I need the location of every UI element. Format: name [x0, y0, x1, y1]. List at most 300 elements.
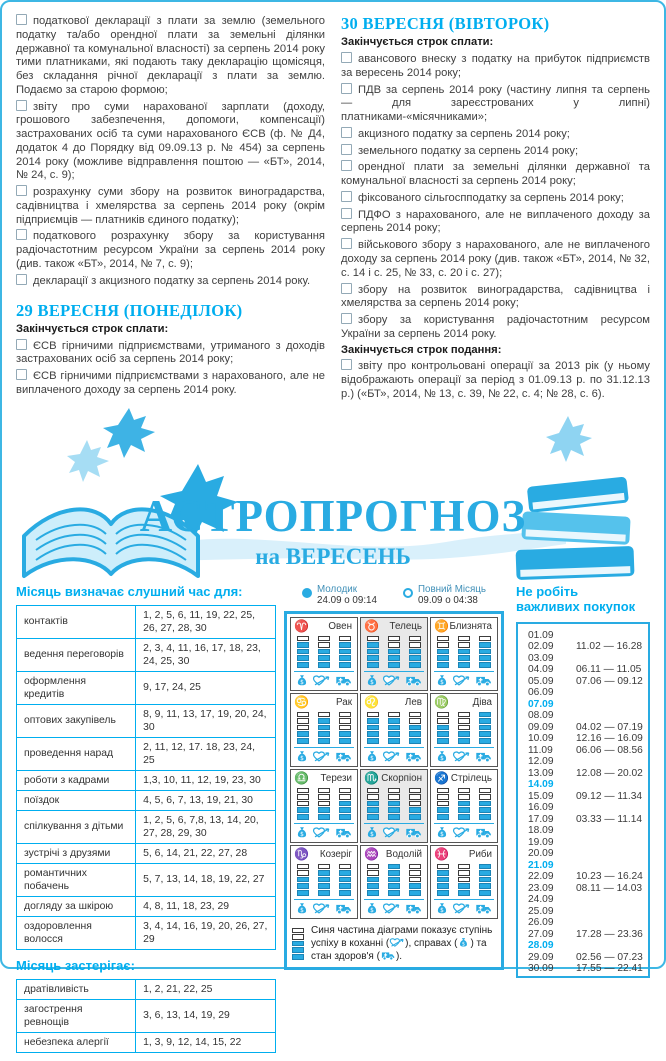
section-title-29: 29 ВЕРЕСНЯ (ПОНЕДІЛОК) — [16, 300, 243, 320]
bar-segment — [437, 801, 449, 807]
table-row — [17, 1032, 276, 1052]
bar-segment — [388, 870, 400, 876]
bar-segment — [297, 712, 309, 718]
table-activity-label: проведення нарад — [17, 737, 136, 770]
purchase-time-range: 17.28 — 23.36 — [576, 928, 643, 940]
bar-segment — [479, 870, 491, 876]
zodiac-sign-name: Скорпіон — [381, 772, 422, 784]
table-row — [17, 810, 276, 843]
zodiac-bar-kokhannia — [458, 864, 470, 896]
zodiac-cell-header — [294, 696, 354, 708]
zodiac-bar-kokhannia — [388, 788, 400, 820]
checklist-item-text: податкової декларації з плати за землю (земельного податку та/або орендної плати за земельні ділянки державної та комунальної власності) за серпень 2014 року тими платниками, які подають таку декларацію щомісяця, без складання річної декларації з плати за землю. Подаємо за старою формою; — [16, 15, 325, 96]
zodiac-bar-kokhannia — [318, 636, 330, 668]
astro-banner — [16, 412, 650, 582]
table-activity-label: роботи з кадрами — [17, 770, 136, 790]
svg-text:$: $ — [300, 831, 305, 838]
bar-segment — [339, 801, 351, 807]
table-activity-label: дратівливість — [17, 979, 136, 999]
bar-segment — [297, 794, 309, 800]
svg-text:$: $ — [370, 679, 375, 686]
zodiac-bars — [294, 784, 354, 823]
bar-segment — [409, 662, 421, 668]
purchase-date: 20.09 — [528, 848, 554, 860]
bar-segment — [367, 890, 379, 896]
bar-segment — [318, 794, 330, 800]
checkbox-icon[interactable] — [341, 238, 352, 249]
zodiac-icons — [294, 747, 354, 764]
gemini-icon: ♊ — [434, 619, 449, 634]
checklist-item — [341, 208, 650, 237]
checkbox-icon[interactable] — [341, 283, 352, 294]
zodiac-cell — [430, 845, 498, 919]
purchase-row — [528, 952, 644, 964]
table-activity-label: оформлення кредитів — [17, 671, 136, 704]
bar-segment — [367, 814, 379, 820]
heart-arrow-icon — [451, 750, 472, 763]
purchase-date: 14.09 — [528, 779, 554, 791]
bar-segment — [388, 642, 400, 648]
svg-text:$: $ — [300, 755, 305, 762]
bar-segment — [318, 642, 330, 648]
bar-segment — [297, 655, 309, 661]
scorpio-icon: ♏ — [364, 771, 379, 786]
bar-segment — [339, 662, 351, 668]
full-moon-icon — [403, 588, 413, 598]
checkbox-icon[interactable] — [341, 160, 352, 171]
table-row — [17, 896, 276, 916]
zodiac-bars — [364, 860, 424, 899]
zodiac-bar-spravy — [437, 788, 449, 820]
purchase-row — [528, 630, 644, 642]
zodiac-bars — [434, 708, 494, 747]
ambulance-icon — [403, 902, 424, 915]
table-row — [17, 843, 276, 863]
warning-title: Місяць застерігає: — [16, 957, 135, 973]
bar-segment — [339, 890, 351, 896]
bar-segment — [367, 807, 379, 813]
table-row — [17, 605, 276, 638]
checkbox-icon[interactable] — [16, 185, 27, 196]
money-bag-icon — [434, 750, 450, 763]
new-moon-legend — [302, 584, 377, 607]
bar-segment — [297, 877, 309, 883]
bar-segment — [318, 655, 330, 661]
table-row — [17, 638, 276, 671]
bar-segment — [479, 788, 491, 794]
purchase-time-range: 07.06 — 09.12 — [576, 675, 643, 687]
tax-right-column — [341, 14, 650, 404]
bar-segment — [388, 864, 400, 870]
zodiac-cell-header — [434, 620, 494, 632]
checklist-item-text: орендної плати за земельні ділянки державної та комунальної власності за серпень 2014 року; — [341, 161, 650, 188]
zodiac-icons — [434, 899, 494, 916]
purchase-date: 18.09 — [528, 825, 554, 837]
aquarius-icon: ♒ — [364, 847, 379, 862]
purchase-date: 28.09 — [528, 940, 554, 952]
checkbox-icon[interactable] — [341, 313, 352, 324]
bar-segment — [339, 877, 351, 883]
purchase-row — [528, 779, 644, 791]
table-activity-label: романтичних побачень — [17, 863, 136, 896]
checklist-item-text: ПДВ за серпень 2014 року (частину липня та серпень — для зареєстрованих у липні) платниками-«місячниками»; — [341, 83, 650, 124]
ambulance-icon — [333, 902, 354, 915]
zodiac-bar-spravy — [367, 788, 379, 820]
bar-segment — [318, 725, 330, 731]
svg-text:$: $ — [440, 679, 445, 686]
purchase-row — [528, 837, 644, 849]
checkbox-icon[interactable] — [341, 127, 352, 138]
zodiac-bar-kokhannia — [318, 788, 330, 820]
heart-arrow-icon — [381, 674, 402, 687]
purchase-row — [528, 722, 644, 734]
bar-segment — [318, 883, 330, 889]
checkbox-icon[interactable] — [341, 52, 352, 63]
purchase-row — [528, 710, 644, 722]
zodiac-box — [284, 611, 504, 970]
table-activity-label: поїздок — [17, 790, 136, 810]
table-row — [17, 671, 276, 704]
bar-segment — [409, 636, 421, 642]
table-days-value: 1, 2, 5, 6, 7,8, 13, 14, 20, 27, 28, 29, 30 — [136, 810, 276, 843]
table-days-value: 1, 3, 9, 12, 14, 15, 22 — [136, 1032, 276, 1052]
bar-segment — [458, 718, 470, 724]
checkbox-icon[interactable] — [341, 208, 352, 219]
ambulance-icon — [333, 674, 354, 687]
zodiac-icons — [364, 747, 424, 764]
zodiac-bar-zdorovia — [339, 712, 351, 744]
bar-segment — [339, 788, 351, 794]
money-bag-icon — [294, 826, 310, 839]
zodiac-icons — [294, 899, 354, 916]
zodiac-bars — [294, 860, 354, 899]
zodiac-sign-name: Терези — [320, 772, 352, 784]
bar-segment — [297, 662, 309, 668]
svg-text:$: $ — [370, 755, 375, 762]
bar-segment — [339, 794, 351, 800]
bar-segment — [409, 864, 421, 870]
purchase-date: 23.09 — [528, 882, 554, 894]
purchase-time-range: 09.12 — 11.34 — [576, 790, 643, 802]
bar-segment — [479, 718, 491, 724]
zodiac-bar-kokhannia — [388, 712, 400, 744]
bar-segment — [318, 731, 330, 737]
sagittarius-icon: ♐ — [434, 771, 449, 786]
checkbox-icon[interactable] — [16, 229, 27, 240]
checklist-item-text: земельного податку за серпень 2014 року; — [358, 144, 579, 157]
purchase-date: 04.09 — [528, 664, 554, 676]
bar-segment — [367, 801, 379, 807]
bar-segment — [367, 725, 379, 731]
zodiac-cell — [290, 845, 358, 919]
full-moon-legend — [403, 584, 486, 607]
purchase-time-range: 03.33 — 11.14 — [576, 813, 643, 825]
bar-segment — [437, 814, 449, 820]
table-row — [17, 770, 276, 790]
purchase-date: 25.09 — [528, 905, 554, 917]
checklist-item-text: авансового внеску з податку на прибуток підприємств за вересень 2014 року; — [341, 53, 650, 79]
bar-segment — [339, 655, 351, 661]
purchases-title: Не робіть важливих покупок — [516, 583, 636, 614]
checklist-item — [341, 52, 650, 81]
bar-segment — [437, 725, 449, 731]
zodiac-cell — [360, 617, 428, 691]
checkbox-icon[interactable] — [341, 359, 352, 370]
bar-segment — [297, 801, 309, 807]
bar-segment — [409, 725, 421, 731]
bar-segment — [479, 801, 491, 807]
bar-segment — [297, 890, 309, 896]
svg-text:$: $ — [462, 941, 466, 948]
bar-segment — [367, 718, 379, 724]
checklist-item-text: військового збору з нарахованого, але не виплаченого доходу за серпень 2014 року (див. також «БТ», 2014, № 32, с. 14 і с. 25, № 33, с. 20 і с. 27); — [341, 239, 650, 279]
ambulance-icon — [473, 750, 494, 763]
zodiac-bar-spravy — [367, 636, 379, 668]
table-days-value: 3, 4, 14, 16, 19, 20, 26, 27, 29 — [136, 916, 276, 949]
bar-segment — [479, 655, 491, 661]
checkbox-icon[interactable] — [16, 369, 27, 380]
purchase-row — [528, 929, 644, 941]
purchase-date: 27.09 — [528, 928, 554, 940]
bar-segment — [479, 662, 491, 668]
heart-arrow-icon — [451, 674, 472, 687]
bar-segment — [437, 807, 449, 813]
bar-segment — [409, 712, 421, 718]
bar-segment — [409, 642, 421, 648]
money-bag-icon — [294, 902, 310, 915]
zodiac-column — [284, 584, 504, 1061]
checklist-item-text: звіту про контрольовані операції за 2013 рік (у ньому відображають операції за період з 01.09.13 р. по 31.12.13 р.) («БТ», 2014, № 13, с. 39, № 22, с. 4; № 28, с. 6). — [341, 360, 650, 400]
checklist-item — [16, 339, 325, 368]
cancer-icon: ♋ — [294, 695, 309, 710]
zodiac-cell — [290, 693, 358, 767]
new-moon-icon — [302, 588, 312, 598]
bar-segment — [367, 794, 379, 800]
bar-segment — [458, 890, 470, 896]
bar-segment — [367, 731, 379, 737]
table-days-value: 2, 3, 4, 11, 16, 17, 18, 23, 24, 25, 30 — [136, 638, 276, 671]
legend-bar-icon — [292, 928, 304, 960]
bar-segment — [458, 636, 470, 642]
bar-segment — [297, 883, 309, 889]
purchase-row — [528, 641, 644, 653]
capricorn-icon: ♑ — [294, 847, 309, 862]
zodiac-bar-kokhannia — [318, 864, 330, 896]
bar-segment — [409, 801, 421, 807]
bar-segment — [388, 662, 400, 668]
bar-segment — [458, 814, 470, 820]
zodiac-bar-spravy — [297, 712, 309, 744]
bar-segment — [458, 807, 470, 813]
bar-segment — [318, 788, 330, 794]
legend-heart-slot — [389, 938, 405, 949]
bar-segment — [458, 794, 470, 800]
zodiac-icons — [364, 671, 424, 688]
heart-arrow-icon — [389, 937, 405, 948]
checkbox-icon[interactable] — [341, 83, 352, 94]
zodiac-cell-header — [434, 696, 494, 708]
full-moon-datetime: 09.09 о 04:38 — [417, 594, 478, 606]
checklist-item-text: збору за користування радіочастотним ресурсом України за серпень 2014 року. — [341, 314, 650, 340]
table-days-value: 3, 6, 13, 14, 19, 29 — [136, 999, 276, 1032]
table-row — [17, 916, 276, 949]
bar-segment — [437, 662, 449, 668]
zodiac-cell — [430, 769, 498, 843]
bar-segment — [367, 649, 379, 655]
deadline-label-30-pay: Закінчується строк сплати: — [341, 36, 494, 49]
purchase-date: 07.09 — [528, 698, 554, 710]
bar-segment — [409, 870, 421, 876]
section-title-30: 30 ВЕРЕСНЯ (ВІВТОРОК) — [341, 14, 550, 33]
bar-segment — [367, 738, 379, 744]
table-activity-label: оптових закупівель — [17, 704, 136, 737]
moon-legend — [284, 584, 504, 607]
purchase-row — [528, 687, 644, 699]
bar-segment — [297, 649, 309, 655]
bar-segment — [458, 642, 470, 648]
bar-segment — [318, 807, 330, 813]
bar-segment — [388, 807, 400, 813]
bar-segment — [479, 807, 491, 813]
bar-segment — [458, 712, 470, 718]
bar-segment — [318, 877, 330, 883]
banner-title: АСТРОПРОГНОЗ — [139, 490, 527, 541]
bar-segment — [479, 731, 491, 737]
bar-segment — [388, 649, 400, 655]
purchase-date: 19.09 — [528, 836, 554, 848]
bar-segment — [458, 883, 470, 889]
money-bag-icon — [294, 750, 310, 763]
bar-segment — [479, 877, 491, 883]
table-row — [17, 704, 276, 737]
pisces-icon: ♓ — [434, 847, 449, 862]
checkbox-icon[interactable] — [341, 144, 352, 155]
bar-segment — [437, 712, 449, 718]
purchase-time-range: 10.23 — 16.24 — [576, 871, 643, 883]
bar-segment — [437, 788, 449, 794]
bar-segment — [388, 883, 400, 889]
zodiac-bar-zdorovia — [339, 864, 351, 896]
bar-segment — [318, 718, 330, 724]
purchase-date: 12.09 — [528, 756, 554, 768]
purchase-date: 15.09 — [528, 790, 554, 802]
money-bag-icon — [364, 750, 380, 763]
bar-segment — [479, 725, 491, 731]
heart-arrow-icon — [311, 826, 332, 839]
purchase-date: 13.09 — [528, 767, 554, 779]
purchase-date: 02.09 — [528, 641, 554, 653]
table-row — [17, 979, 276, 999]
zodiac-bar-kokhannia — [388, 864, 400, 896]
zodiac-bar-zdorovia — [339, 636, 351, 668]
purchase-row — [528, 653, 644, 665]
checklist-item-text: збору на розвиток виноградарства, садівництва і хмелярства за серпень 2014 року; — [341, 283, 650, 310]
heart-arrow-icon — [451, 902, 472, 915]
bar-segment — [388, 655, 400, 661]
bar-segment — [367, 788, 379, 794]
checklist-item — [341, 283, 650, 312]
zodiac-bar-zdorovia — [479, 712, 491, 744]
purchase-date: 03.09 — [528, 652, 554, 664]
purchase-date: 11.09 — [528, 744, 553, 756]
bar-segment — [297, 814, 309, 820]
zodiac-sign-name: Діва — [472, 696, 492, 708]
bar-segment — [339, 636, 351, 642]
svg-text:$: $ — [440, 831, 445, 838]
bar-segment — [339, 731, 351, 737]
bar-segment — [437, 642, 449, 648]
bar-segment — [339, 883, 351, 889]
purchase-row — [528, 756, 644, 768]
bar-segment — [409, 731, 421, 737]
heart-arrow-icon — [451, 826, 472, 839]
money-bag-icon — [364, 674, 380, 687]
new-moon-label: Молодик — [317, 583, 358, 595]
bar-segment — [479, 890, 491, 896]
checklist-item-text: ЄСВ гірничими підприємствами з нарахованого, але не виплаченого доходу за серпень 2014 року. — [16, 370, 325, 396]
zodiac-cell — [430, 617, 498, 691]
zodiac-bar-kokhannia — [318, 712, 330, 744]
bar-segment — [458, 649, 470, 655]
bar-segment — [318, 801, 330, 807]
checkbox-icon[interactable] — [16, 14, 27, 25]
checkbox-icon[interactable] — [16, 339, 27, 350]
zodiac-bar-legend — [290, 919, 498, 964]
checkbox-icon[interactable] — [341, 191, 352, 202]
checklist-item — [341, 127, 650, 142]
svg-text:$: $ — [300, 679, 305, 686]
zodiac-cell — [360, 693, 428, 767]
money-bag-icon — [434, 674, 450, 687]
zodiac-sign-name: Овен — [328, 620, 352, 632]
purchase-time-range: 02.56 — 07.23 — [576, 951, 643, 963]
purchase-row — [528, 814, 644, 826]
table-days-value: 2, 11, 12, 17. 18, 23, 24, 25 — [136, 737, 276, 770]
tax-29-items — [16, 339, 325, 398]
purchase-date: 24.09 — [528, 894, 554, 906]
purchase-row — [528, 940, 644, 952]
bar-segment — [388, 712, 400, 718]
purchase-row — [528, 676, 644, 688]
bar-segment — [339, 642, 351, 648]
bar-segment — [409, 883, 421, 889]
heart-arrow-icon — [311, 674, 332, 687]
checkbox-icon[interactable] — [16, 274, 27, 285]
bar-segment — [388, 801, 400, 807]
legend-ambulance-slot — [380, 951, 396, 962]
zodiac-icons — [434, 823, 494, 840]
checklist-item — [341, 191, 650, 206]
zodiac-sign-name: Лев — [404, 696, 422, 708]
bar-segment — [297, 642, 309, 648]
zodiac-cell — [360, 769, 428, 843]
bar-segment — [339, 718, 351, 724]
bar-segment — [388, 725, 400, 731]
zodiac-sign-name: Рак — [336, 696, 352, 708]
checklist-item-text: розрахунку суми збору на розвиток виноградарства, садівництва і хмелярства за серпень 2014 року (окрім підприємців — платників єдиного податку); — [16, 186, 325, 226]
purchase-row — [528, 791, 644, 803]
bar-segment — [437, 883, 449, 889]
warning-table — [16, 979, 276, 1053]
zodiac-bar-zdorovia — [479, 864, 491, 896]
heart-arrow-icon — [311, 750, 332, 763]
bar-segment — [479, 738, 491, 744]
bar-segment — [479, 649, 491, 655]
checkbox-icon[interactable] — [16, 100, 27, 111]
table-days-value: 5, 6, 14, 21, 22, 27, 28 — [136, 843, 276, 863]
bar-segment — [367, 877, 379, 883]
svg-text:$: $ — [370, 831, 375, 838]
